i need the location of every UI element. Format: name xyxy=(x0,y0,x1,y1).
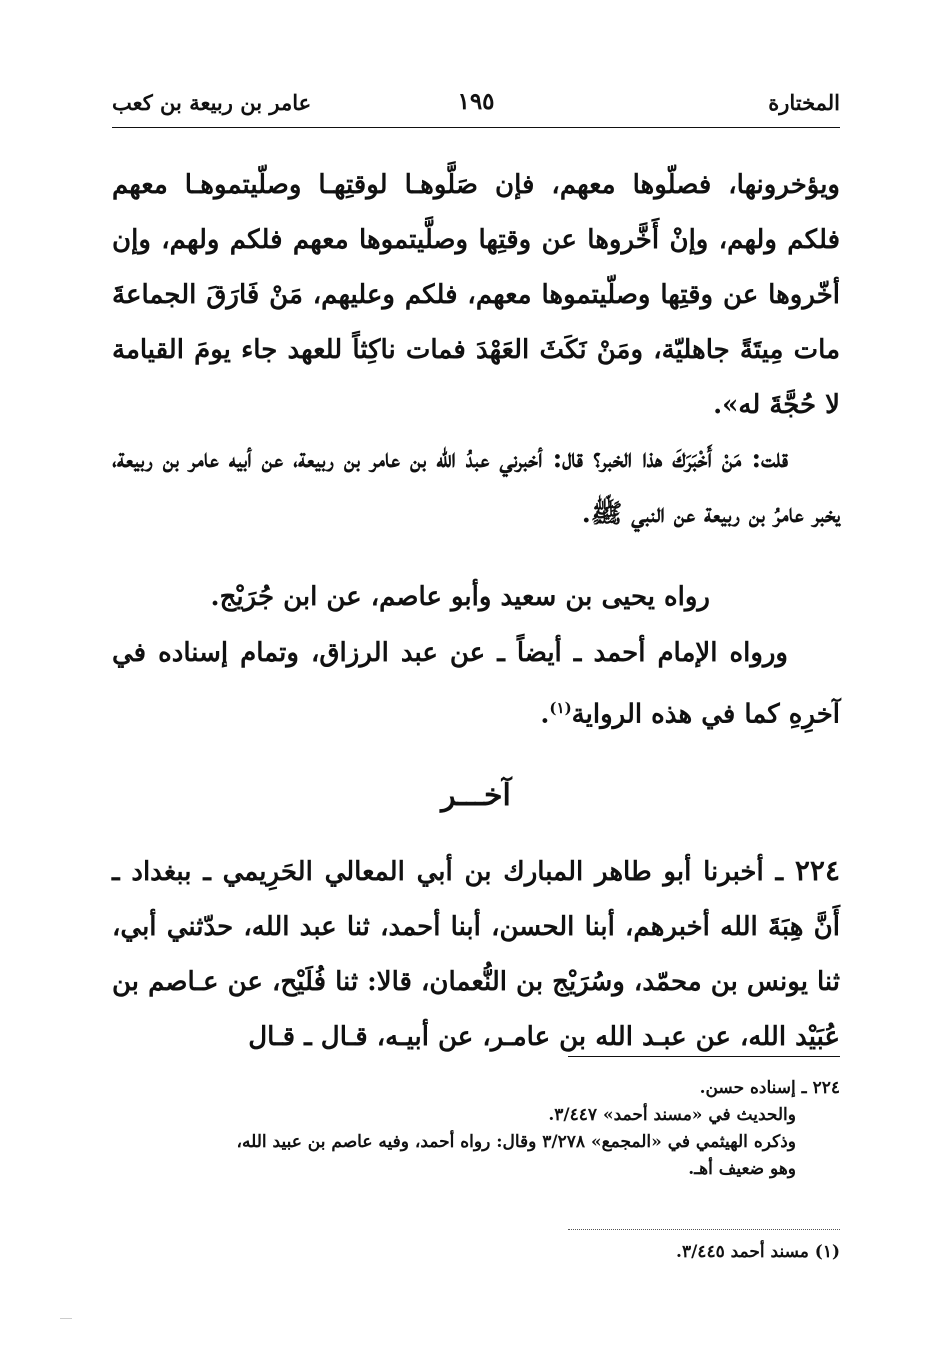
book-title: المختارة xyxy=(768,90,840,115)
page-number: ١٩٥ xyxy=(457,88,495,115)
endnote-divider xyxy=(568,1229,840,1230)
paragraph-hadith-continuation: ويؤخرونها، فصلّوها معهم، فإن صَلَّوهـا لوقتِهـا وصلّيتموهـا معهم فلكم ولهم، وإنْ أَخَّروها عن وقتِها وصلَّيتموها معهم فلكم ولهم، وإن أخّروها عن وقتِها وصلّيتموها معهم، فلكم وعليهم، مَنْ فَارَقَ الجماعةَ مات مِيتَةً جاهليّة، ومَنْ نَكَثَ العَهْدَ فمات ناكِثاً للعهد جاء يومَ القيامة لا حُجَّةَ له». xyxy=(112,170,840,420)
paragraph-isnad-question: قلت: مَنْ أَخْبَرَكَ هذا الخبر؟ قال: أخبرني عبدُ الله بن عامر بن ربيعة، عن أبيه عامر بن ربيعة، يخبر عامرُ بن ربيعة عن النبي ﷺ. xyxy=(112,444,840,529)
paragraph-ahmad-narration xyxy=(112,626,840,743)
scan-margin-mark xyxy=(60,1318,72,1319)
footnote-line: والحديث في «مسند أحمد» ٣/٤٤٧. xyxy=(548,1105,796,1125)
footnote-divider xyxy=(568,1056,840,1057)
footnote-line: وهو ضعيف أهـ. xyxy=(688,1159,796,1179)
paragraph-hadith-224 xyxy=(112,843,840,1065)
footnote-line: ٢٢٤ ـ إسناده حسن. xyxy=(699,1078,840,1098)
endnote: (١) مسند أحمد ٣/٤٤٥. xyxy=(676,1242,840,1262)
hadith-224-text: ـ أخبرنا أبو طاهر المبارك بن أبي المعالي الحَرِيمي ـ ببغداد ـ أَنَّ هِبَةَ الله أخبرهم، أبنا الحسن، أبنا أحمد، ثنا عبد الله، حدّثني أبي، ثنا يونس بن محمّد، وسُرَيْج بن النُّعمان، قالا: ثنا فُلَيْح، عن عـاصم بن عُبَيْد الله، عن عبـد الله بن عامـر، عن أبيـه، قـال ـ قـال xyxy=(112,857,840,1052)
footnote-line: وذكره الهيثمي في «المجمع» ٣/٢٧٨ وقال: رواه أحمد، وفيه عاصم بن عبيد الله، xyxy=(236,1132,796,1152)
hadith-number: ٢٢٤ xyxy=(794,854,840,887)
chapter-title: عامر بن ربيعة بن كعب xyxy=(112,90,312,115)
paragraph-narrators: رواه يحيى بن سعيد وأبو عاصم، عن ابن جُرَيْج. xyxy=(210,582,710,612)
paragraph-ahmad-end: . xyxy=(540,699,550,730)
header-divider xyxy=(112,127,840,128)
running-header xyxy=(112,88,840,128)
footnote-reference: (١) xyxy=(549,699,572,717)
section-title: آخـــر xyxy=(441,778,511,813)
footnotes xyxy=(112,1075,840,1183)
paragraph-ahmad-text: ورواه الإمام أحمد ـ أيضاً ـ عن عبد الرزاق، وتمام إسناده في آخرِهِ كما في هذه الرواية xyxy=(112,638,840,730)
